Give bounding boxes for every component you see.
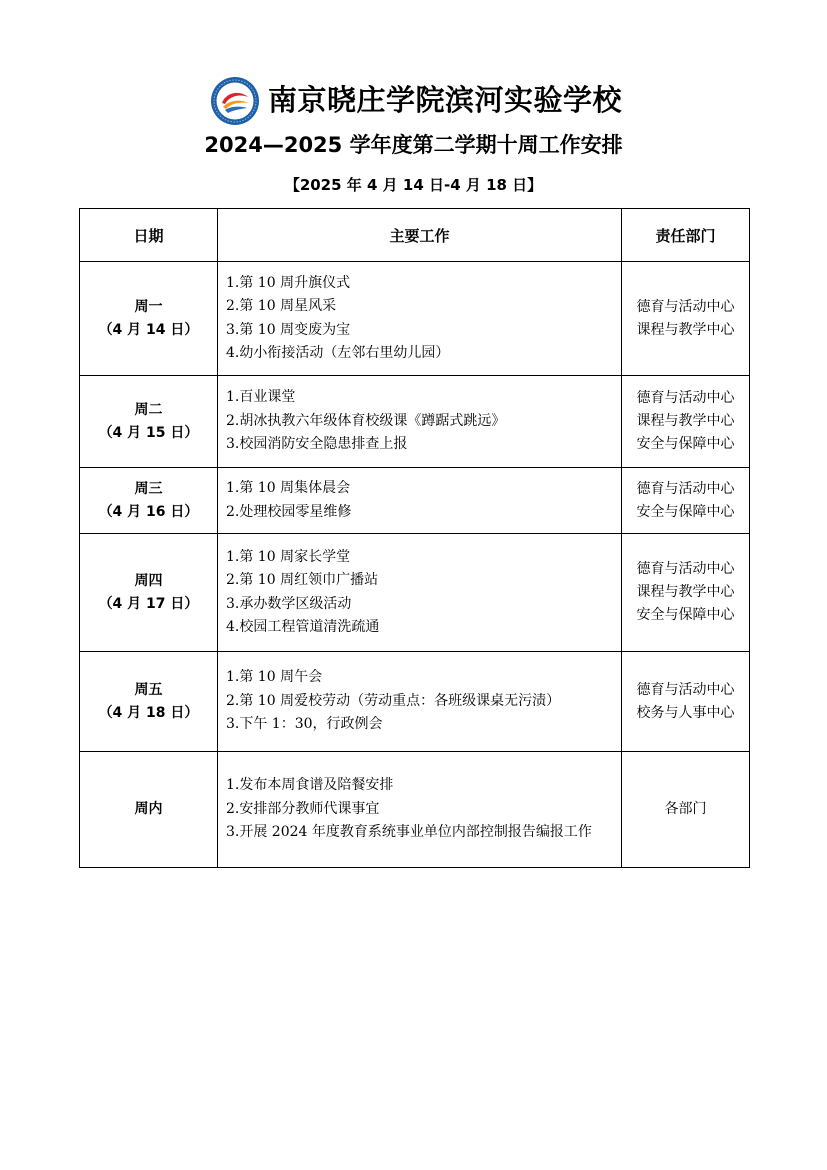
dept-cell: [622, 752, 750, 868]
day-label: 周二: [134, 401, 163, 418]
day-label: 周四: [134, 572, 163, 589]
document-title: 2024—2025 学年度第二学期十周工作安排: [204, 133, 623, 157]
dept-cell: [622, 468, 750, 534]
table-row: [80, 376, 750, 468]
table-row: [80, 262, 750, 376]
work-item: 1.第 10 周集体晨会: [226, 480, 351, 496]
work-item: 1.发布本周食谱及陪餐安排: [226, 777, 394, 794]
header-main-work: 主要工作: [218, 209, 622, 262]
school-emblem-icon: [210, 76, 260, 126]
document-header: [0, 72, 827, 124]
day-date: （4 月 15 日）: [98, 424, 199, 441]
dept-cell: [622, 534, 750, 652]
header-date: 日期: [80, 209, 218, 262]
work-item: 2.安排部分教师代课事宜: [226, 800, 380, 817]
table-row: [80, 652, 750, 752]
dept-item: 德育与活动中心: [636, 561, 735, 577]
work-item: 3.下午 1：30，行政例会: [226, 716, 383, 733]
work-item: 4.校园工程管道清洗疏通: [226, 619, 380, 635]
work-item: 3.校园消防安全隐患排查上报: [226, 436, 408, 453]
dept-item: 课程与教学中心: [636, 584, 735, 600]
work-cell: [218, 376, 622, 468]
day-date: （4 月 18 日）: [98, 704, 199, 721]
work-item: 3.开展 2024 年度教育系统事业单位内部控制报告编报工作: [226, 824, 592, 841]
dept-item: 安全与保障中心: [636, 436, 735, 452]
work-item: 1.第 10 周升旗仪式: [226, 274, 351, 291]
table-row: [80, 534, 750, 652]
day-cell: [80, 752, 218, 868]
day-cell: [80, 468, 218, 534]
school-name: 南京晓庄学院滨河实验学校: [268, 83, 623, 117]
day-date: （4 月 17 日）: [98, 595, 199, 612]
day-cell: [80, 652, 218, 752]
dept-item: 德育与活动中心: [636, 480, 735, 497]
dept-item: 课程与教学中心: [636, 321, 735, 338]
day-date: （4 月 16 日）: [98, 503, 199, 520]
work-item: 2.处理校园零星维修: [226, 503, 352, 520]
work-item: 2.第 10 周星风采: [226, 298, 337, 314]
dept-cell: [622, 262, 750, 376]
table-row: [80, 752, 750, 868]
dept-item: 德育与活动中心: [636, 390, 735, 406]
date-range: 【2025 年 4 月 14 日-4 月 18 日】: [284, 176, 543, 194]
day-label: 周内: [134, 801, 163, 817]
work-cell: [218, 534, 622, 652]
dept-item: 各部门: [664, 801, 707, 817]
work-item: 2.第 10 周红领巾广播站: [226, 572, 379, 588]
dept-item: 校务与人事中心: [636, 704, 735, 721]
work-item: 1.百业课堂: [226, 389, 296, 406]
work-item: 2.胡冰执教六年级体育校级课《蹲踞式跳远》: [226, 412, 506, 429]
dept-cell: [622, 376, 750, 468]
day-date: （4 月 14 日）: [98, 321, 199, 338]
dept-item: 德育与活动中心: [636, 298, 735, 315]
day-cell: [80, 376, 218, 468]
day-cell: [80, 534, 218, 652]
schedule-table: [79, 208, 750, 868]
dept-item: 安全与保障中心: [636, 607, 735, 623]
work-cell: [218, 652, 622, 752]
work-item: 1.第 10 周午会: [226, 669, 323, 686]
work-cell: [218, 468, 622, 534]
dept-cell: [622, 652, 750, 752]
work-item: 3.承办数学区级活动: [226, 595, 352, 612]
work-item: 4.幼小衔接活动（左邻右里幼儿园）: [226, 345, 450, 361]
work-item: 2.第 10 周爱校劳动（劳动重点：各班级课桌无污渍）: [226, 692, 561, 709]
work-item: 3.第 10 周变废为宝: [226, 321, 351, 338]
day-cell: [80, 262, 218, 376]
dept-item: 德育与活动中心: [636, 681, 735, 698]
work-item: 1.第 10 周家长学堂: [226, 548, 351, 565]
work-cell: [218, 752, 622, 868]
dept-item: 课程与教学中心: [636, 413, 735, 429]
day-label: 周一: [134, 298, 163, 315]
day-label: 周三: [134, 480, 163, 497]
day-label: 周五: [134, 681, 163, 698]
work-cell: [218, 262, 622, 376]
table-row: [80, 468, 750, 534]
header-department: 责任部门: [622, 209, 750, 262]
dept-item: 安全与保障中心: [636, 503, 735, 520]
table-header-row: [80, 209, 750, 262]
